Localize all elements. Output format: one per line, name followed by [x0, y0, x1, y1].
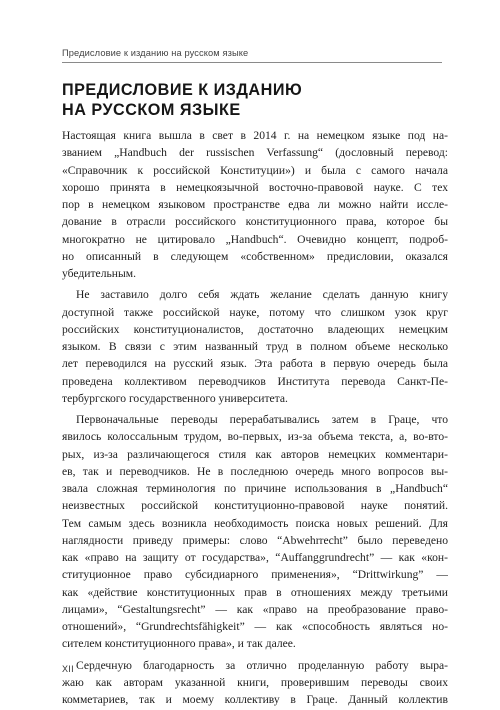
text-line: рых, из-за различающегося стиля как авторов немецких комментари-	[62, 447, 448, 461]
text-line: Настоящая книга вышла в свет в 2014 г. на немецком языке под на-	[62, 129, 448, 142]
paragraph-1	[62, 127, 448, 282]
chapter-title-line-1: ПРЕДИСЛОВИЕ К ИЗДАНИЮ	[62, 81, 303, 99]
text-line: Первоначальные переводы перерабатывались затем в Граце, что	[76, 413, 448, 426]
text-line: звала сложная терминология по причине использования в „Handbuch“	[62, 482, 448, 495]
paragraph-2	[62, 286, 448, 407]
text-line: проведена коллективом переводчиков Института перевода Санкт-Пе-	[62, 374, 448, 388]
text-line: комметариев, так и моему коллективу в Граце. Данный коллектив	[62, 693, 448, 706]
text-line: но описанный в следующем «собственном» предисловии, оказался	[62, 249, 448, 263]
text-line: как «действие конституционных прав в отношениях между третьими	[62, 585, 448, 599]
text-line: званием „Handbuch der russischen Verfassung“ (дословный перевод:	[62, 146, 448, 160]
text-line: пор в немецком языковом пространстве едва ли можно найти иссле-	[62, 198, 448, 211]
text-line: дование в отрасли российского конституционного права, которое бы	[62, 215, 448, 229]
page-number: XII	[62, 664, 74, 674]
text-line: явилось колоссальным трудом, во-первых, из-за объема текста, а, во-вто-	[62, 430, 448, 444]
chapter-title-line-2: НА РУССКОМ ЯЗЫКЕ	[62, 101, 241, 119]
text-line: доступной также российской науке, потому что слишком узок круг	[62, 305, 448, 319]
text-line: лицами», “Gestaltungsrecht” — как «право на преобразование право-	[62, 602, 448, 616]
text-line: ев, так и переводчиков. Не в последнюю очередь много вопросов вы-	[62, 464, 448, 478]
text-line: Тем самым здесь возникла необходимость поиска новых решений. Для	[62, 516, 448, 530]
text-line: многократно не цитировало „Handbuch“. Очевидно концепт, подроб-	[62, 232, 448, 246]
text-line: как «право на защиту от государства», “Auffanggrundrecht” — как «кон-	[62, 551, 448, 564]
chapter-title	[62, 80, 442, 120]
text-line: «Справочник к российской Конституции») и была с самого начала	[62, 163, 448, 177]
text-line: тербургского государственного университета.	[62, 391, 288, 405]
running-head: Предисловие к изданию на русском языке	[62, 48, 442, 63]
text-line: российских конституционалистов, достаточно владеющих немецким	[62, 322, 448, 336]
text-line: убедительным.	[62, 267, 137, 280]
text-line: жаю как авторам указанной книги, проверившим переводы своих	[62, 675, 448, 689]
text-line: отношений», “Grundrechtsfähigkeit” — как «способность являться но-	[62, 620, 448, 633]
paragraph-3	[62, 411, 448, 653]
paragraph-4	[62, 657, 448, 709]
text-line: лет переводился на русский язык. Эта работа в первую очередь была	[62, 357, 448, 371]
text-line: хорошо принята в немецкоязычной восточно-правовой науке. С тех	[62, 180, 448, 194]
body-text	[62, 127, 448, 708]
text-line: сителем конституционного права», и так далее.	[62, 637, 296, 651]
text-line: языком. В связи с этим названный труд в полном объеме несколько	[62, 340, 448, 353]
text-line: Сердечную благодарность за отлично проделанную работу выра-	[76, 658, 448, 672]
text-line: ституционное право субсидиарного применения», “Drittwirkung” —	[62, 568, 448, 582]
text-line: Не заставило долго себя ждать желание сделать данную книгу	[76, 288, 448, 302]
text-line: наглядности приведу примеры: слово “Abwehrrecht” было переведено	[62, 533, 448, 547]
text-line: неизвестных российской конституционно-правовой науке понятий.	[62, 499, 448, 513]
